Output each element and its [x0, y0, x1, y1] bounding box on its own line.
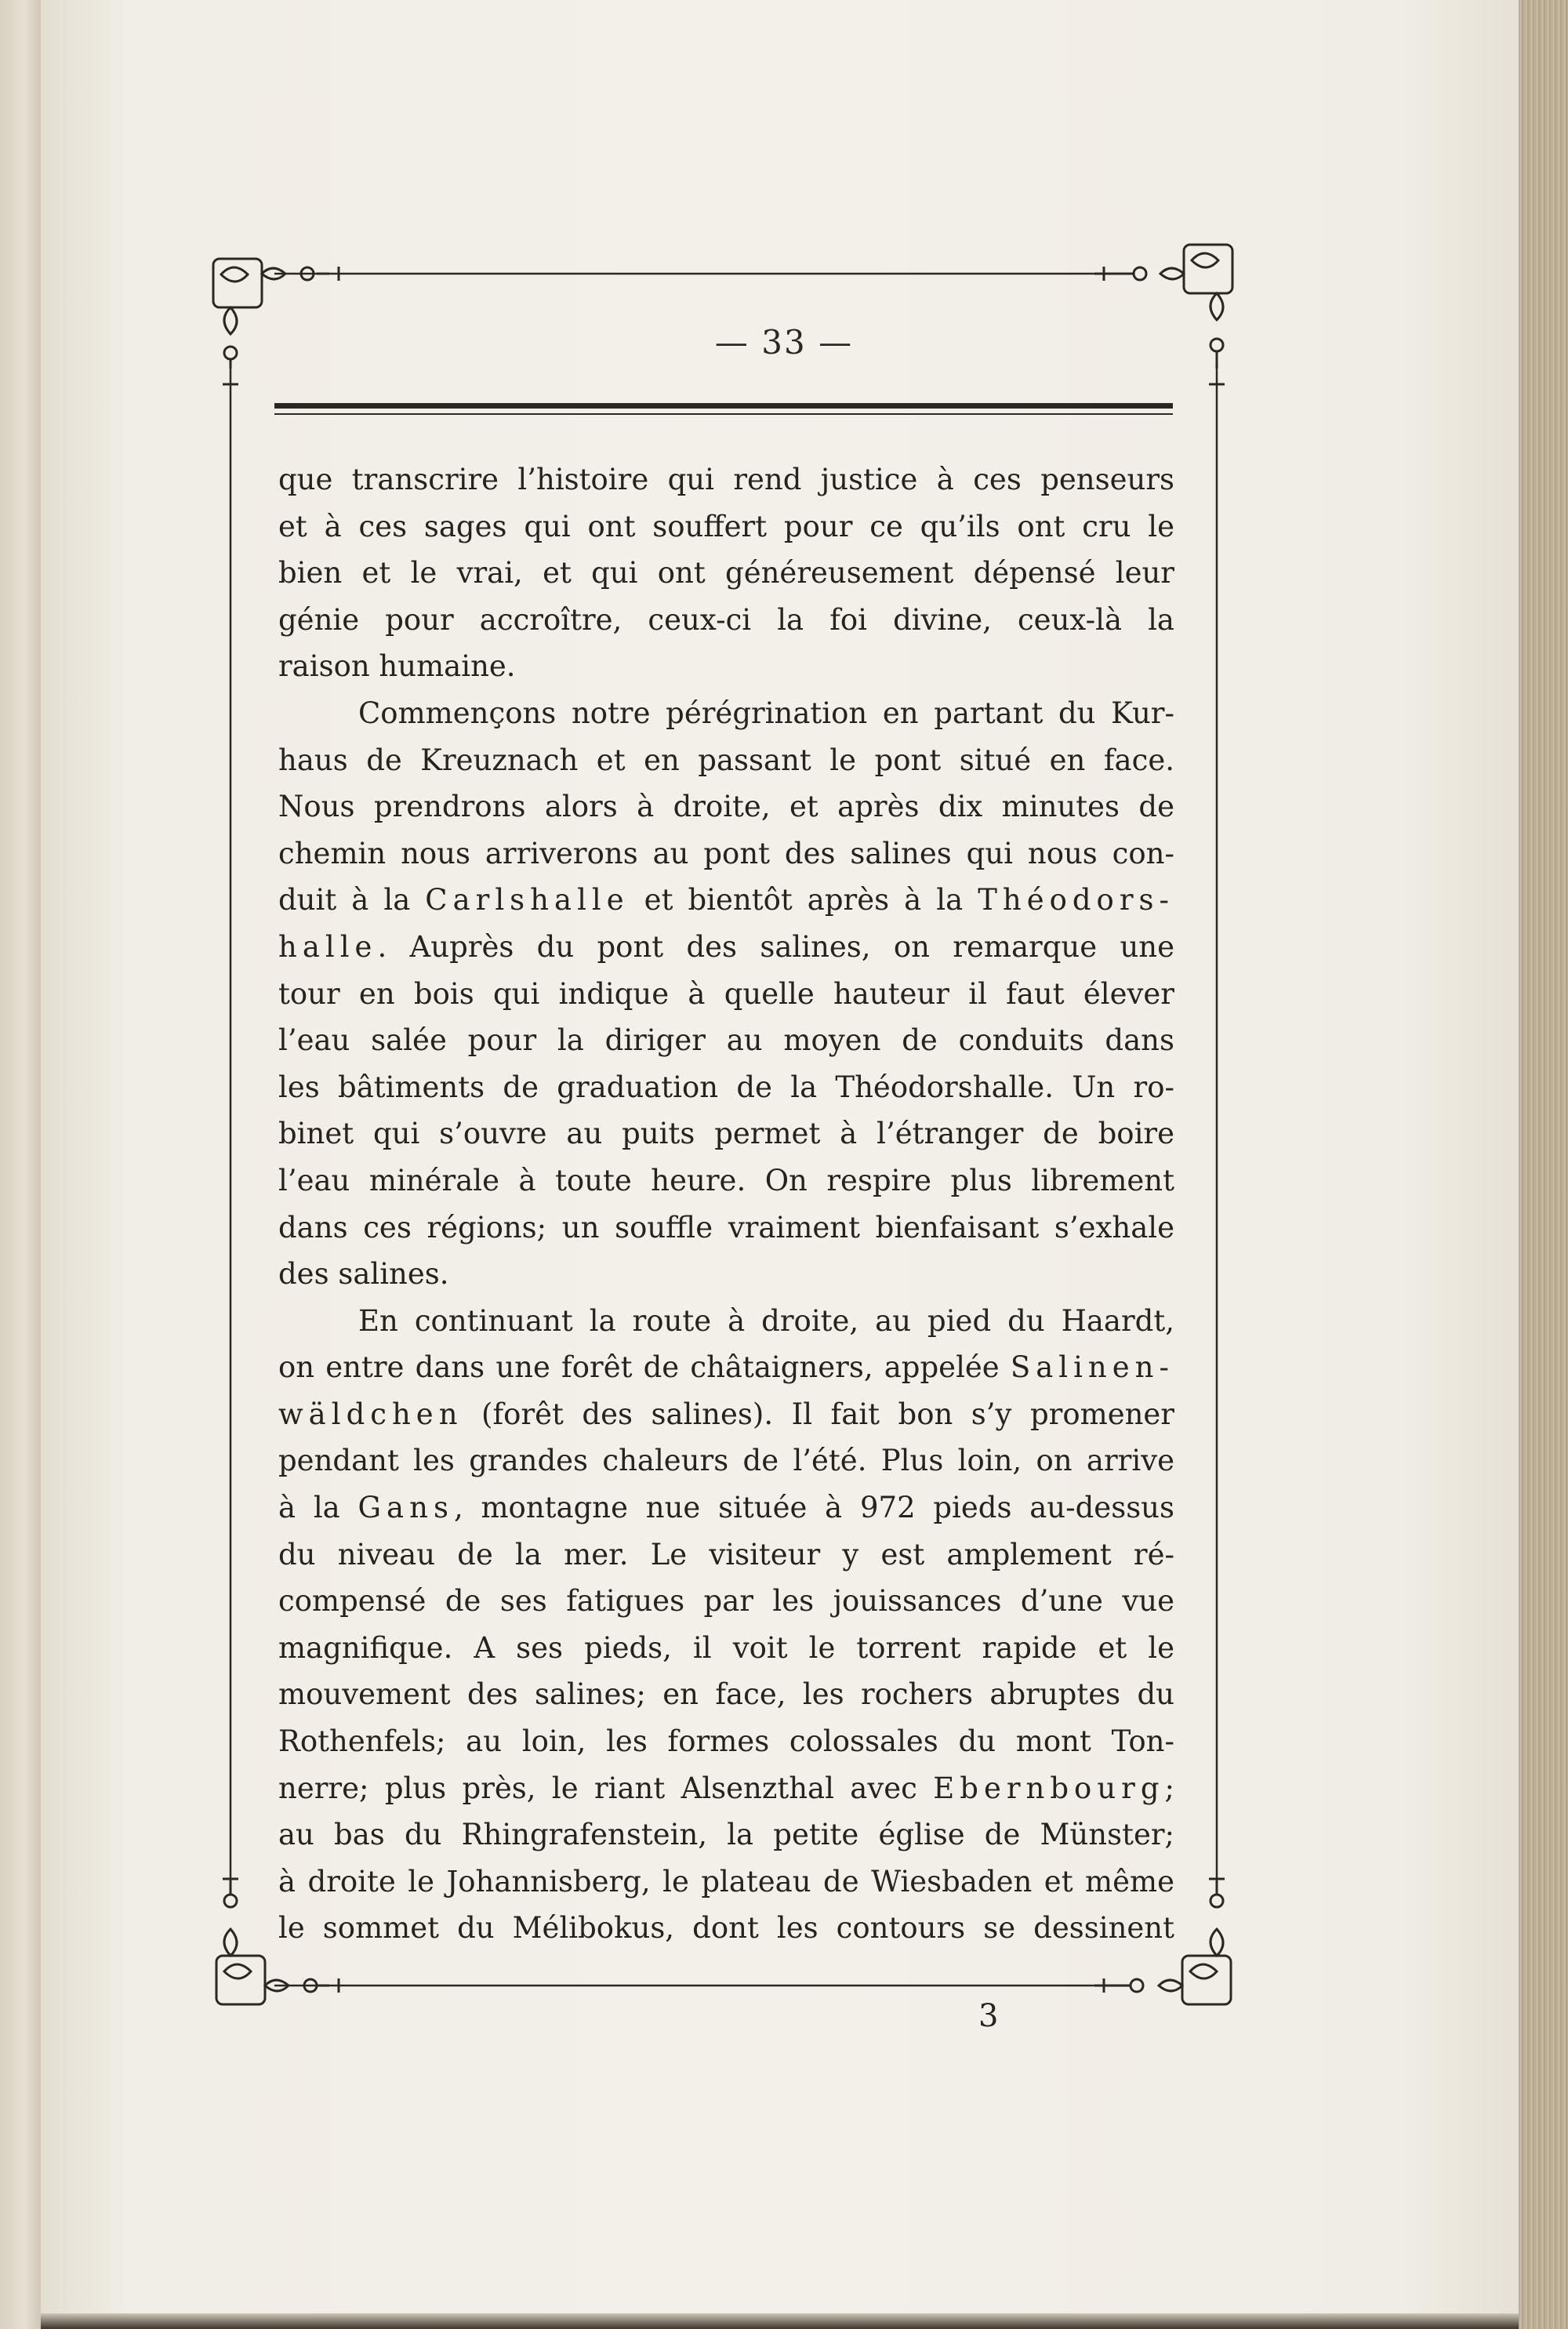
text-line [278, 597, 1174, 644]
text-segment: à la [278, 1491, 358, 1525]
text-segment: binet qui s’ouvre au puits permet à l’étranger de boire [278, 1117, 1174, 1151]
text-segment: Carlshalle [425, 883, 630, 917]
text-segment: haus de Kreuznach et en passant le pont situé en face. [278, 743, 1174, 777]
text-segment: et bientôt après à la [629, 883, 978, 917]
text-line [278, 924, 1174, 971]
text-segment: génie pour accroître, ceux-ci la foi divine, ceux-là la [278, 602, 1174, 637]
header-rule-thick [274, 403, 1173, 409]
text-segment: Salinen- [1010, 1350, 1174, 1385]
text-line [278, 1204, 1174, 1252]
text-line [278, 643, 1174, 690]
text-segment: chemin nous arriverons au pont des salines qui nous con- [278, 836, 1174, 870]
text-segment: mouvement des salines; en face, les rochers abruptes du [278, 1677, 1174, 1712]
text-segment: Gans [358, 1491, 454, 1525]
text-segment: Théodors- [978, 883, 1175, 917]
text-segment: des salines. [278, 1257, 449, 1292]
text-line [278, 1110, 1174, 1157]
text-segment: . Auprès du pont des salines, on remarque une [377, 929, 1174, 964]
signature-mark: 3 [978, 1998, 999, 2034]
text-line [278, 1064, 1174, 1111]
text-line [278, 1811, 1174, 1858]
corner-ornament-top-right [1094, 245, 1232, 384]
text-line [278, 1671, 1174, 1718]
text-segment: Nous prendrons alors à droite, et après dix minutes de [278, 790, 1174, 824]
corner-ornament-top-left [213, 259, 339, 384]
text-segment: et à ces sages qui ont souffert pour ce qu’ils ont cru le [278, 509, 1174, 543]
text-line [278, 830, 1174, 877]
text-line [278, 1484, 1174, 1531]
text-line [278, 1157, 1174, 1204]
text-line [278, 1531, 1174, 1579]
text-segment: Ebernbourg [933, 1771, 1165, 1805]
text-line [278, 503, 1174, 550]
text-segment: le sommet du Mélibokus, dont les contours se dessinent [278, 1911, 1174, 1946]
text-segment: En continuant la route à droite, au pied du Haardt, [358, 1303, 1174, 1338]
running-head-page-number: — 33 — [714, 323, 854, 362]
text-segment: on entre dans une forêt de châtaigners, appelée [278, 1350, 1011, 1385]
text-line [278, 1858, 1174, 1906]
text-segment: du niveau de la mer. Le visiteur y est amplement ré- [278, 1537, 1174, 1571]
text-segment: les bâtiments de graduation de la Théodorshalle. Un ro- [278, 1070, 1174, 1104]
text-segment: que transcrire l’histoire qui rend justice à ces penseurs [278, 463, 1174, 496]
text-segment: (forêt des salines). Il fait bon s’y promener [463, 1397, 1174, 1431]
text-line [278, 783, 1174, 830]
text-line [278, 550, 1174, 597]
text-segment: , montagne nue située à 972 pieds au-dessus [453, 1491, 1174, 1525]
text-segment: l’eau salée pour la diriger au moyen de conduits dans [278, 1023, 1174, 1058]
text-segment: Commençons notre pérégrination en partant du Kur- [358, 696, 1174, 730]
text-segment: tour en bois qui indique à quelle hauteur il faut élever [278, 976, 1174, 1011]
text-segment: à droite le Johannisberg, le plateau de Wiesbaden et même [278, 1864, 1174, 1898]
text-line [278, 1718, 1174, 1765]
text-segment: au bas du Rhingrafenstein, la petite église de Münster; [278, 1818, 1174, 1852]
text-line [278, 971, 1174, 1018]
text-segment: dans ces régions; un souffle vraiment bienfaisant s’exhale [278, 1210, 1174, 1244]
text-line [278, 1905, 1174, 1952]
text-line [278, 1625, 1174, 1672]
header-rule-thin [274, 413, 1173, 415]
text-line [278, 1437, 1174, 1484]
text-segment: duit à la [278, 883, 426, 917]
text-line [278, 877, 1174, 924]
text-line [278, 1391, 1174, 1438]
text-line [278, 1298, 1174, 1345]
text-line [278, 1765, 1174, 1812]
text-segment: compensé de ses fatigues par les jouissances d’une vue [278, 1584, 1174, 1619]
text-segment: pendant les grandes chaleurs de l’été. Plus loin, on arrive [278, 1444, 1174, 1478]
text-segment: halle [278, 929, 378, 964]
text-line [278, 1017, 1174, 1064]
text-line [278, 690, 1174, 737]
text-segment: nerre; plus près, le riant Alsenzthal avec [278, 1771, 934, 1805]
text-segment: l’eau minérale à toute heure. On respire plus librement [278, 1163, 1174, 1197]
text-line [278, 1251, 1174, 1298]
text-line [278, 1578, 1174, 1625]
text-segment: magnifique. A ses pieds, il voit le torrent rapide et le [278, 1630, 1174, 1665]
text-segment: wäldchen [278, 1397, 463, 1431]
text-segment: bien et le vrai, et qui ont généreusement dépensé leur [278, 556, 1174, 590]
text-line [278, 737, 1174, 784]
text-segment: Rothenfels; au loin, les formes colossales du mont Ton- [278, 1724, 1174, 1759]
body-text [278, 456, 1174, 1952]
text-line [278, 456, 1174, 503]
text-line [278, 1344, 1174, 1391]
text-segment: ; [1164, 1771, 1174, 1805]
text-segment: raison humaine. [278, 649, 516, 684]
